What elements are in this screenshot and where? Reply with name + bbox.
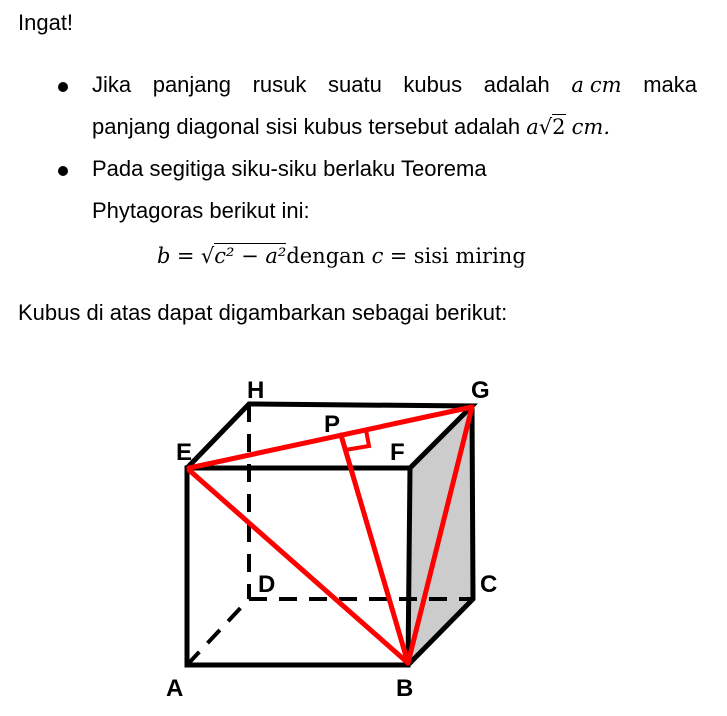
title: Ingat! [18, 10, 74, 35]
math-var: a [526, 115, 539, 139]
sqrt-symbol: √ [538, 115, 553, 139]
intro-text: Kubus di atas dapat digambarkan sebagai berikut: [18, 300, 508, 325]
text: Jika panjang rusuk suatu kubus adalah [92, 72, 550, 97]
sqrt-symbol: √ [200, 244, 215, 268]
math-var: a [571, 73, 584, 97]
label-c: C [480, 571, 498, 598]
label-d: D [258, 571, 276, 598]
bullet-2-line-2: Phytagoras berikut ini: [92, 198, 310, 223]
label-p: P [324, 411, 341, 438]
bullet-2-line-1: Pada segitiga siku-siku berlaku Teorema [92, 156, 487, 181]
math-text: dengan [286, 244, 366, 268]
math-unit: cm. [571, 115, 610, 139]
math-var: c [371, 244, 384, 268]
text: panjang diagonal sisi kubus tersebut adalah [92, 114, 521, 139]
math-unit: cm [589, 73, 622, 97]
math-op: = [176, 244, 195, 268]
label-f: F [390, 439, 405, 466]
math-op: = [389, 244, 408, 268]
text: maka [643, 72, 697, 97]
math-var: b [157, 244, 171, 268]
radicand: c² − a² [214, 244, 287, 268]
label-a: A [166, 675, 184, 702]
math-text: sisi miring [413, 244, 526, 268]
label-h: H [247, 377, 265, 404]
line-eb [189, 470, 408, 663]
label-e: E [176, 439, 193, 466]
sqrt-value: 2 [552, 115, 566, 139]
edge-ad-hidden [187, 599, 249, 665]
label-b: B [396, 675, 414, 702]
label-g: G [471, 377, 490, 404]
